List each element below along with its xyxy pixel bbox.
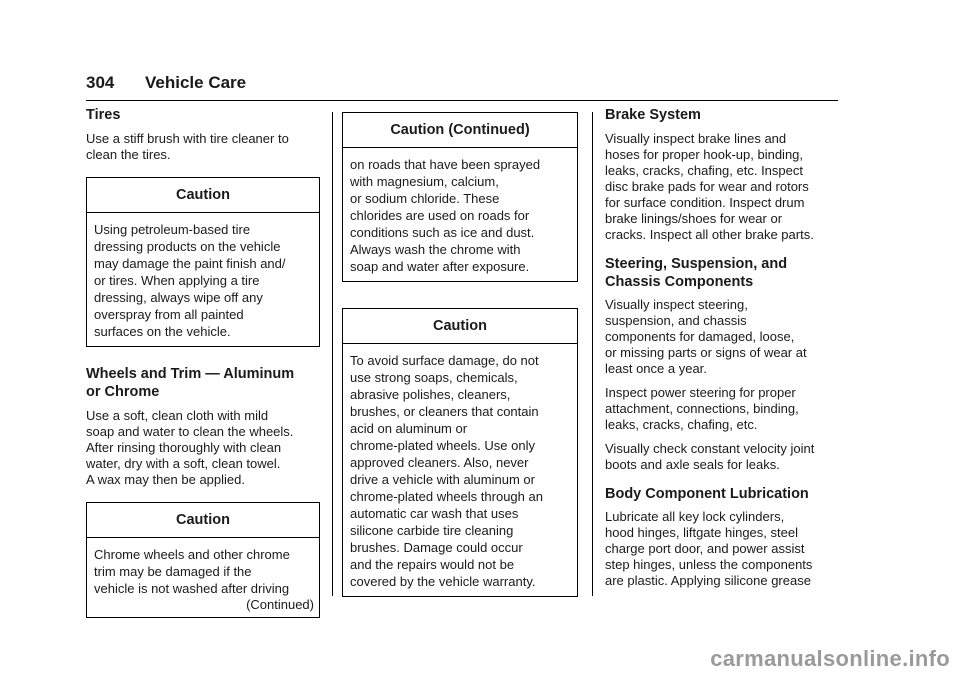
page-number: 304 [86,73,115,92]
body-lubrication-heading: Body Component Lubrication [605,486,809,502]
column-divider-left [332,112,333,596]
caution-title: Caution [343,309,577,344]
body-lubrication-text: Lubricate all key lock cylinders, hood hinges, liftgate hinges, steel charge port door, and power assist step hinges, unless the components are plastic. Applying silicone grease [605,509,813,588]
steering-text-2: Inspect power steering for proper attachment, connections, binding, leaks, cracks, chafing, etc. [605,385,799,432]
column-right [605,106,843,597]
caution-box-tire-dressing [86,177,320,347]
page-header [86,70,838,101]
chapter-title: Vehicle Care [145,73,247,92]
caution-body: Using petroleum-based tire dressing products on the vehicle may damage the paint finish and/ or tires. When applying a tire dressing, always wipe off any overspray from all painted surfaces on the vehicle. [94,222,286,339]
steering-heading: Steering, Suspension, and Chassis Components [605,256,788,290]
caution-title: Caution [87,178,319,213]
steering-text-1: Visually inspect steering, suspension, and chassis components for damaged, loose, or missing parts or signs of wear at least once a year. [605,297,807,376]
wheels-text: Use a soft, clean cloth with mild soap and water to clean the wheels. After rinsing thoroughly with clean water, dry with a soft, clean towel. A wax may then be applied. [86,408,294,487]
tires-text: Use a stiff brush with tire cleaner to clean the tires. [86,131,289,162]
caution-box-chrome [86,502,320,618]
caution-box-aluminum [342,308,578,597]
continued-label: (Continued) [246,597,314,612]
watermark: carmanualsonline.info [710,646,950,671]
caution-body: Chrome wheels and other chrome trim may be damaged if the vehicle is not washed after driving [94,547,290,596]
caution-body: on roads that have been sprayed with magnesium, calcium, or sodium chloride. These chlorides are used on roads for conditions such as ice and dust. Always wash the chrome with soap and water after exposure. [350,157,541,274]
brake-text: Visually inspect brake lines and hoses for proper hook-up, binding, leaks, cracks, chafing, etc. Inspect disc brake pads for wear and rotors for surface condition. Inspect drum brake linings/shoes for wear or cracks. Inspect all other brake parts. [605,131,814,242]
column-middle [342,106,578,611]
caution-title: Caution [87,503,319,538]
caution-box-continued [342,112,578,282]
wheels-heading: Wheels and Trim — Aluminum or Chrome [86,366,295,400]
caution-body: To avoid surface damage, do not use strong soaps, chemicals, abrasive polishes, cleaners, brushes, or cleaners that contain acid on aluminum or chrome-plated wheels. Use only approved cleaners. Also, never drive a vehicle with aluminum or chrome-plated wheels through an automatic car wash that uses silicone carbide tire cleaning brushes. Damage could occur and the repairs would not be covered by the vehicle warranty. [350,353,543,589]
brake-heading: Brake System [605,107,701,123]
tires-heading: Tires [86,107,121,123]
steering-text-3: Visually check constant velocity joint boots and axle seals for leaks. [605,441,815,472]
column-left [86,106,320,632]
caution-title: Caution (Continued) [343,113,577,148]
column-divider-right [592,112,593,596]
